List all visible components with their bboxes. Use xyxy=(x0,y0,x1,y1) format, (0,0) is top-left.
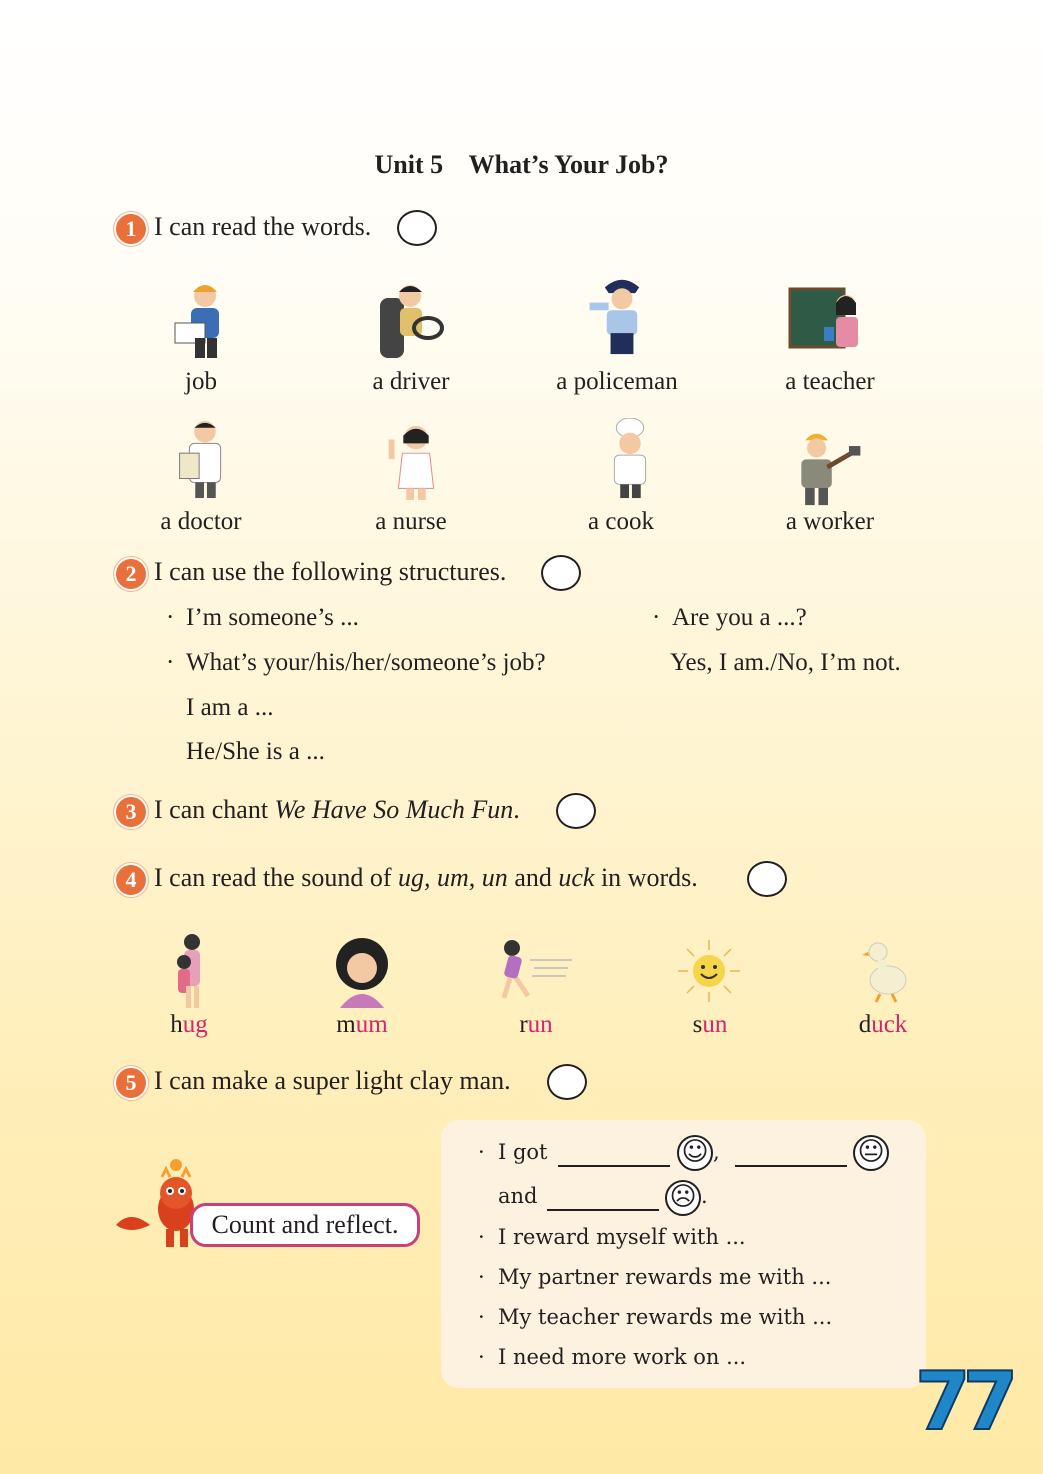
reflect-item-2: My partner rewards me with ... xyxy=(498,1265,832,1289)
dragon-mascot-icon xyxy=(110,1155,202,1251)
reflect-period: . xyxy=(701,1184,708,1208)
reflect-comma: , xyxy=(713,1140,720,1164)
section-number-1: 1 xyxy=(116,214,146,244)
mum-icon xyxy=(332,936,392,1008)
page-number: 77 xyxy=(915,1355,1011,1448)
sound-word-hug: hug xyxy=(170,1011,208,1038)
structure-4: He/She is a ... xyxy=(186,738,325,765)
section-number-2: 2 xyxy=(116,559,146,589)
teacher-icon xyxy=(788,284,868,366)
count-reflect-bubble: Count and reflect. xyxy=(190,1203,420,1247)
hug-icon xyxy=(170,932,210,1010)
self-assess-circle-2[interactable] xyxy=(541,555,581,591)
reflect-item-3: My teacher rewards me with ... xyxy=(498,1305,833,1329)
word-driver: a driver xyxy=(372,368,450,395)
reflect-bullet-2: · xyxy=(478,1225,485,1249)
structure-3: I am a ... xyxy=(186,694,274,721)
policeman-icon xyxy=(582,274,662,356)
section-number-5: 5 xyxy=(116,1068,146,1098)
reflect-got-label: I got xyxy=(498,1140,548,1164)
word-job: job xyxy=(185,368,217,395)
self-assess-circle-5[interactable] xyxy=(547,1064,587,1100)
word-policeman: a policeman xyxy=(556,368,678,395)
section-5-heading: I can make a super light clay man. xyxy=(154,1066,511,1095)
worker-icon xyxy=(788,426,868,508)
happy-face-icon: ☺ xyxy=(677,1135,713,1171)
section-number-3: 3 xyxy=(116,797,146,827)
duck-icon xyxy=(860,938,910,1004)
chant-title: We Have So Much Fun xyxy=(274,795,514,824)
run-icon xyxy=(496,938,576,1004)
structure-5: Are you a ...? xyxy=(672,604,807,631)
structure-bullet-1: · xyxy=(166,604,175,631)
sound-word-duck: duck xyxy=(858,1011,908,1038)
driver-icon xyxy=(372,278,452,360)
word-cook: a cook xyxy=(588,508,654,535)
self-assess-circle-3[interactable] xyxy=(556,793,596,829)
job-worker-icon xyxy=(165,278,245,360)
nurse-icon xyxy=(376,420,456,502)
doctor-icon xyxy=(165,418,245,500)
sun-icon xyxy=(676,938,742,1004)
blank-neutral[interactable] xyxy=(735,1145,847,1167)
word-teacher: a teacher xyxy=(785,368,875,395)
structure-2: What’s your/his/her/someone’s job? xyxy=(186,649,546,676)
reflect-bullet-1: · xyxy=(478,1140,485,1164)
blank-sad[interactable] xyxy=(547,1189,659,1211)
structure-bullet-3: · xyxy=(652,604,661,631)
section-1-heading: I can read the words. xyxy=(154,212,372,241)
sound-word-run: run xyxy=(519,1011,553,1038)
word-doctor: a doctor xyxy=(160,508,242,535)
sad-face-icon: ☹ xyxy=(665,1180,701,1216)
sound-word-sun: sun xyxy=(692,1011,728,1038)
self-assess-circle-4[interactable] xyxy=(747,861,787,897)
reflect-item-1: I reward myself with ... xyxy=(498,1225,746,1249)
structure-bullet-2: · xyxy=(166,649,175,676)
reflect-bullet-4: · xyxy=(478,1305,485,1329)
reflect-and-label: and xyxy=(498,1184,538,1208)
word-worker: a worker xyxy=(785,508,875,535)
reflect-bullet-5: · xyxy=(478,1345,485,1369)
reflect-bullet-3: · xyxy=(478,1265,485,1289)
blank-happy[interactable] xyxy=(558,1145,670,1167)
page-title: Unit 5 What’s Your Job? xyxy=(374,150,669,179)
sound-word-mum: mum xyxy=(336,1011,388,1038)
structure-1: I’m someone’s ... xyxy=(186,604,359,631)
self-assess-circle-1[interactable] xyxy=(397,210,437,246)
structure-6: Yes, I am./No, I’m not. xyxy=(670,649,901,676)
section-4-heading: I can read the sound of ug, um, un and uck in words. xyxy=(154,863,698,892)
reflect-item-4: I need more work on ... xyxy=(498,1345,747,1369)
section-number-4: 4 xyxy=(116,865,146,895)
section-3-heading: I can chant We Have So Much Fun. xyxy=(154,795,520,824)
word-nurse: a nurse xyxy=(375,508,447,535)
section-2-heading: I can use the following structures. xyxy=(154,557,507,586)
cook-icon xyxy=(590,418,670,500)
neutral-face-icon: 😐 xyxy=(853,1135,889,1171)
